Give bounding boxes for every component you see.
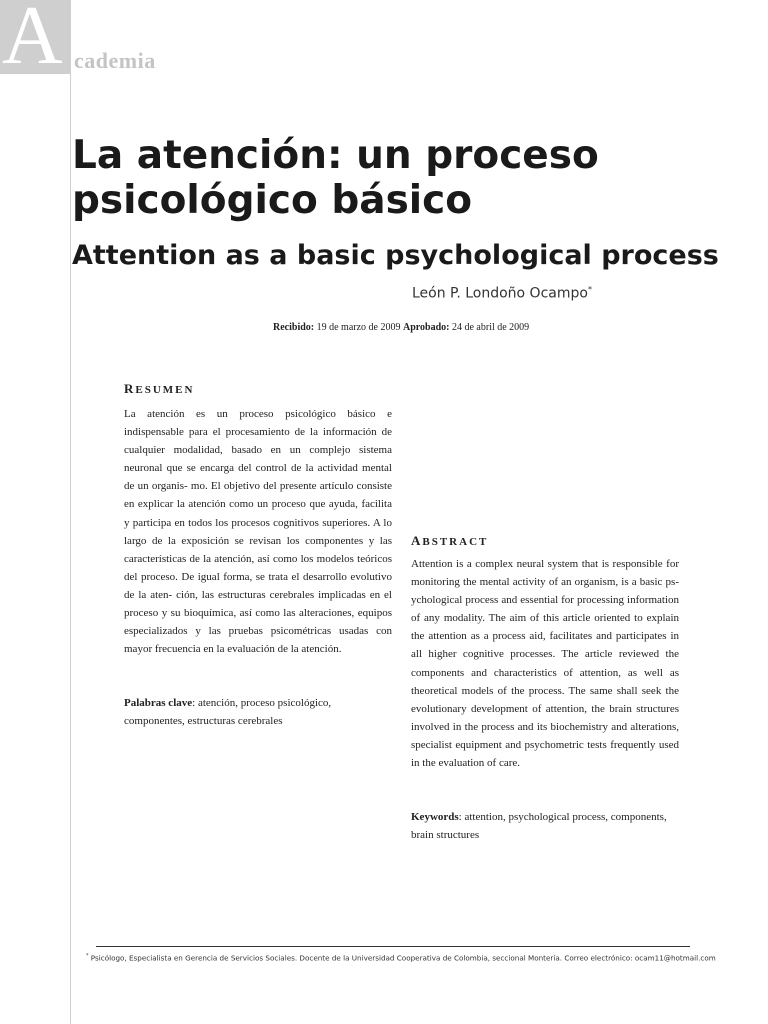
author-line (412, 285, 592, 302)
resumen-keywords (124, 694, 392, 730)
margin-rule (70, 0, 71, 1024)
journal-name: cademia (74, 48, 156, 73)
footnote-rule (96, 946, 690, 947)
resumen-heading: RESUMEN (124, 381, 195, 396)
received-date: 19 de marzo de 2009 (316, 322, 401, 333)
resumen-text: La atención es un proceso psicológico básico e indispensable para el procesamiento de la información de cualquier modalidad, basado en un complejo sistema neuronal que se encarga del control de la actividad mental de un organis- mo. El objetivo del presente artículo consiste en explicar la atención como un proceso que ayuda, facilita y participa en todos los procesos cognitivos superiores. A lo largo de la exposición se revisan los componentes y las características de la atención, así como los modelos teóricos del proceso. De igual forma, se trata el desarrollo evolutivo de la aten- ción, las estructuras cerebrales implicadas en el proceso y su bioquímica, así como las alteraciones, equipos especializados y las pruebas psicométricas usadas con mayor frecuencia en la evaluación de la atención. (124, 408, 392, 656)
keywords-value-en: : attention, psychological process, components, brain structures (411, 811, 667, 841)
footnote-text: Psicólogo, Especialista en Gerencia de Servicios Sociales. Docente de la Universidad Cooperativa de Colombia, seccional Montería. Correo electrónico: ocam11@hotmail.com (90, 953, 716, 963)
abstract-heading: ABSTRACT (411, 533, 489, 548)
author-name: León P. Londoño Ocampo (412, 285, 588, 302)
footnote-mark: * (86, 953, 89, 959)
article-title: La atención: un proceso psicológico básico (72, 133, 599, 223)
article-subtitle: Attention as a basic psychological process (72, 240, 719, 271)
abstract-text: Attention is a complex neural system that is responsible for monitoring the mental activity of an organism, is a basic ps- ychological process and essential for processing information of any modality. The aim of this article oriented to explain the attention as a process aid, facilitates and participates in all higher cognitive processes. The article reviewed the components and characteristics of attention, as well as theoretical models of the process. The same shall seek the evolutionary development of attention, the brain structures involved in the process and its biochemistry and alterations, specialist equipment and psychometric tests frequently used in the evaluation of care. (411, 558, 679, 770)
approved-label: Aprobado: (402, 322, 450, 333)
journal-logo (0, 0, 71, 74)
keywords-value-es: : atención, proceso psicológico, componentes, estructuras cerebrales (124, 697, 332, 727)
logo-letter: A (2, 0, 63, 74)
approved-date: 24 de abril de 2009 (451, 322, 530, 333)
dates-line (273, 322, 529, 333)
keywords-label-es: Palabras clave (124, 697, 193, 709)
received-label: Recibido: (273, 322, 315, 333)
abstract-keywords (411, 808, 679, 844)
keywords-label-en: Keywords (411, 811, 459, 823)
author-footnote-mark: * (587, 285, 592, 294)
footnote (86, 953, 726, 962)
